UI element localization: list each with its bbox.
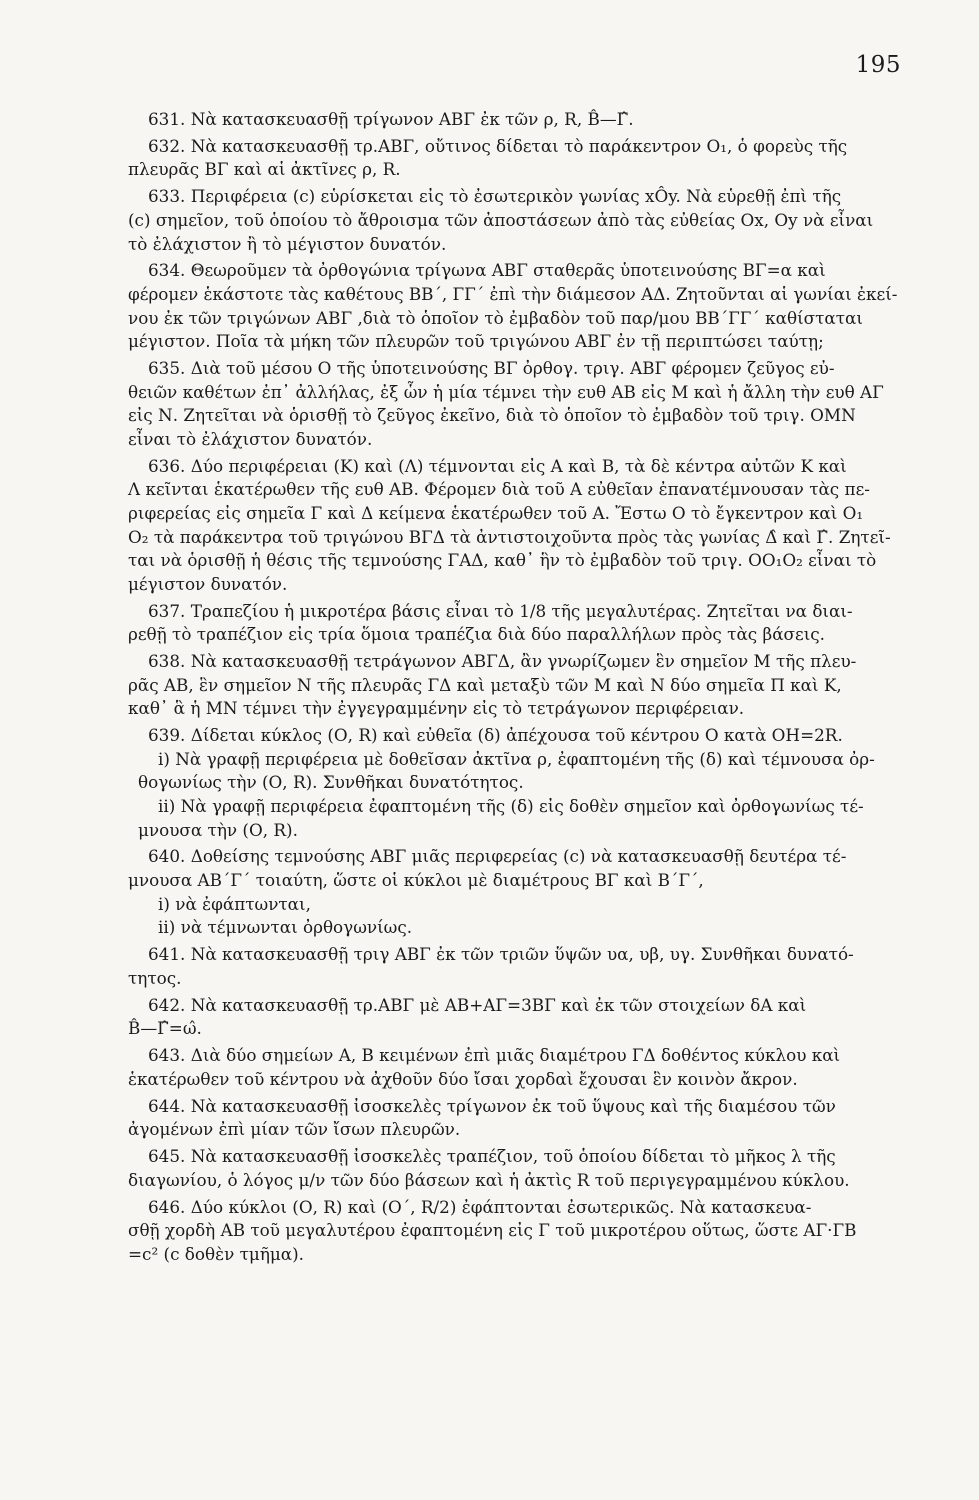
problem-line: μέγιστον δυνατόν.: [128, 573, 288, 594]
problem-line: B̂—Γ̂=ω̂.: [128, 1018, 202, 1039]
problem-line: ται νὰ ὁρισθῇ ἡ θέσις τῆς τεμνούσης ΓΑΔ, καθ᾿ ἣν τὸ ἐμβαδὸν τοῦ τριγ. ΟΟ₁Ο₂ εἶναι τὸ: [128, 550, 877, 571]
problem-list: [128, 108, 907, 1266]
problem-statement: 644. Νὰ κατασκευασθῇ ἰσοσκελὲς τρίγωνον ἐκ τοῦ ὕψους καὶ τῆς διαμέσου τῶν: [148, 1095, 836, 1116]
problem-statement: 632. Νὰ κατασκευασθῇ τρ.ΑΒΓ, οὔτινος δίδεται τὸ παράκεντρον Ο₁, ὁ φορεὺς τῆς: [148, 135, 848, 156]
problem-paragraph: [128, 845, 907, 939]
problem-statement: 642. Νὰ κατασκευασθῇ τρ.ΑΒΓ μὲ ΑΒ+ΑΓ=3ΒΓ καὶ ἐκ τῶν στοιχείων δΑ καὶ: [148, 994, 807, 1015]
problem-statement: 638. Νὰ κατασκευασθῇ τετράγωνον ΑΒΓΔ, ἂν γνωρίζωμεν ἓν σημεῖον Μ τῆς πλευ-: [148, 651, 857, 672]
problem-statement: 634. Θεωροῦμεν τὰ ὀρθογώνια τρίγωνα ΑΒΓ σταθερᾶς ὑποτεινούσης ΒΓ=α καὶ: [148, 260, 826, 281]
problem-line: μέγιστον. Ποῖα τὰ μήκη τῶν πλευρῶν τοῦ τριγώνου ΑΒΓ ἐν τῇ περιπτώσει ταύτῃ;: [128, 331, 824, 352]
problem-paragraph: [128, 135, 907, 182]
problem-statement: 645. Νὰ κατασκευασθῇ ἰσοσκελὲς τραπέζιον, τοῦ ὁποίου δίδεται τὸ μῆκος λ τῆς: [148, 1146, 836, 1167]
problem-line: τητος.: [128, 967, 182, 988]
problem-statement: 643. Διὰ δύο σημείων Α, Β κειμένων ἐπὶ μιᾶς διαμέτρου ΓΔ δοθέντος κύκλου καὶ: [148, 1045, 841, 1066]
problem-line: διαγωνίου, ὁ λόγος μ/ν τῶν δύο βάσεων καὶ ἡ ἀκτὶς R τοῦ περιγεγραμμένου κύκλου.: [128, 1169, 850, 1190]
sub-item-line: i) Νὰ γραφῇ περιφέρεια μὲ δοθεῖσαν ἀκτῖνα ρ, ἐφαπτομένη τῆς (δ) καὶ τέμνουσα ὀρ-: [158, 748, 875, 769]
problem-statement: 636. Δύο περιφέρειαι (Κ) καὶ (Λ) τέμνονται εἰς Α καὶ Β, τὰ δὲ κέντρα αὐτῶν Κ καὶ: [148, 455, 847, 476]
problem-paragraph: [128, 357, 907, 451]
problem-paragraph: [138, 108, 907, 132]
sub-item-line: i) νὰ ἐφάπτωνται,: [158, 893, 311, 914]
problem-line: εἶναι τὸ ἐλάχιστον δυνατόν.: [128, 428, 373, 449]
problem-paragraph: [128, 1145, 907, 1192]
problem-line: =c² (c δοθὲν τμῆμα).: [128, 1243, 305, 1264]
problem-line: εἰς Ν. Ζητεῖται νὰ ὁρισθῇ τὸ ζεῦγος ἐκεῖνο, διὰ τὸ ὁποῖον τὸ ἐμβαδὸν τοῦ τριγ. ΟΜΝ: [128, 405, 856, 426]
problem-paragraph: [128, 1044, 907, 1091]
sub-item-line: μνουσα τὴν (Ο, R).: [138, 819, 298, 840]
problem-statement: 646. Δύο κύκλοι (Ο, R) καὶ (Ο΄, R/2) ἐφάπτονται ἐσωτερικῶς. Νὰ κατασκευα-: [148, 1196, 812, 1217]
sub-item-line: ii) νὰ τέμνωνται ὀρθογωνίως.: [158, 917, 413, 938]
problem-paragraph: [128, 600, 907, 647]
problem-statement: 639. Δίδεται κύκλος (Ο, R) καὶ εὐθεῖα (δ) ἀπέχουσα τοῦ κέντρου Ο κατὰ ΟΗ=2R.: [148, 725, 843, 746]
problem-line: ρεθῇ τὸ τραπέζιον εἰς τρία ὅμοια τραπέζια διὰ δύο παραλλήλων πρὸς τὰς βάσεις.: [128, 624, 826, 645]
problem-line: καθ᾿ ἃ ἡ ΜΝ τέμνει τὴν ἐγγεγραμμένην εἰς τὸ τετράγωνον περιφέρειαν.: [128, 698, 745, 719]
problem-line: ρᾶς ΑΒ, ἓν σημεῖον Ν τῆς πλευρᾶς ΓΔ καὶ μεταξὺ τῶν Μ καὶ Ν δύο σημεῖα Π καὶ Κ,: [128, 674, 842, 695]
problem-paragraph: [128, 1196, 907, 1267]
problem-statement: 631. Νὰ κατασκευασθῇ τρίγωνον ΑΒΓ ἐκ τῶν ρ, R, B̂—Γ̂.: [148, 109, 634, 129]
problem-paragraph: [128, 455, 907, 597]
problem-line: ριφερείας εἰς σημεῖα Γ καὶ Δ κείμενα ἑκατέρωθεν τοῦ Α. Ἔστω Ο τὸ ἔγκεντρον καὶ Ο₁: [128, 502, 864, 523]
problem-line: ἑκατέρωθεν τοῦ κέντρου νὰ ἀχθοῦν δύο ἴσαι χορδαὶ ἔχουσαι ἓν κοινὸν ἄκρον.: [128, 1068, 798, 1089]
problem-line: πλευρᾶς ΒΓ καὶ αἱ ἀκτῖνες ρ, R.: [128, 159, 401, 180]
problem-line: Λ κεῖνται ἑκατέρωθεν τῆς ευθ ΑΒ. Φέρομεν διὰ τοῦ Α εὐθεῖαν ἐπανατέμνουσαν τὰς πε-: [128, 479, 870, 500]
problem-line: μνουσα ΑΒ΄Γ΄ τοιαύτη, ὥστε οἱ κύκλοι μὲ διαμέτρους ΒΓ καὶ Β΄Γ΄,: [128, 870, 704, 891]
sub-item-line: θογωνίως τὴν (Ο, R). Συνθῆκαι δυνατότητος.: [138, 772, 524, 793]
problem-statement: 635. Διὰ τοῦ μέσου Ο τῆς ὑποτεινούσης ΒΓ ὀρθογ. τριγ. ΑΒΓ φέρομεν ζεῦγος εὐ-: [148, 358, 835, 379]
problem-paragraph: [128, 1095, 907, 1142]
problem-statement: 640. Δοθείσης τεμνούσης ΑΒΓ μιᾶς περιφερείας (c) νὰ κατασκευασθῇ δευτέρα τέ-: [148, 846, 847, 867]
problem-line: τὸ ἐλάχιστον ἢ τὸ μέγιστον δυνατόν.: [128, 233, 447, 254]
page-number: 195: [855, 52, 901, 78]
problem-line: σθῇ χορδὴ ΑΒ τοῦ μεγαλυτέρου ἐφαπτομένη εἰς Γ τοῦ μικροτέρου οὕτως, ὥστε ΑΓ·ΓΒ: [128, 1220, 857, 1241]
problem-paragraph: [128, 943, 907, 990]
problem-paragraph: [128, 185, 907, 256]
problem-paragraph: [138, 724, 907, 842]
problem-paragraph: [128, 259, 907, 353]
problem-line: Ο₂ τὰ παράκεντρα τοῦ τριγώνου ΒΓΔ τὰ ἀντιστοιχοῦντα πρὸς τὰς γωνίας Δ̂ καὶ Γ̂. Ζητεῖ-: [128, 526, 891, 547]
problem-line: νου ἐκ τῶν τριγώνων ΑΒΓ ,διὰ τὸ ὁποῖον τὸ ἐμβαδὸν τοῦ παρ/μου ΒΒ΄ΓΓ΄ καθίσταται: [128, 307, 863, 328]
problem-line: ἀγομένων ἐπὶ μίαν τῶν ἴσων πλευρῶν.: [128, 1119, 461, 1140]
problem-statement: 637. Τραπεζίου ἡ μικροτέρα βάσις εἶναι τὸ 1/8 τῆς μεγαλυτέρας. Ζητεῖται να διαι-: [148, 600, 853, 621]
sub-item-line: ii) Νὰ γραφῇ περιφέρεια ἐφαπτομένη τῆς (δ) εἰς δοθὲν σημεῖον καὶ ὀρθογωνίως τέ-: [158, 796, 864, 816]
problem-line: (c) σημεῖον, τοῦ ὁποίου τὸ ἄθροισμα τῶν ἀποστάσεων ἀπὸ τὰς εὐθείας Ox, Oy νὰ εἶναι: [128, 209, 874, 230]
problem-statement: 641. Νὰ κατασκευασθῇ τριγ ΑΒΓ ἐκ τῶν τριῶν ὕψῶν υα, υβ, υγ. Συνθῆκαι δυνατό-: [148, 944, 854, 965]
problem-paragraph: [128, 994, 907, 1041]
problem-paragraph: [128, 650, 907, 721]
problem-line: φέρομεν ἑκάστοτε τὰς καθέτους ΒΒ΄, ΓΓ΄ ἐπὶ τὴν διάμεσον ΑΔ. Ζητοῦνται αἱ γωνίαι ἐκεί-: [128, 284, 898, 305]
problem-line: θειῶν καθέτων ἐπ᾿ ἀλλήλας, ἐξ ὧν ἡ μία τέμνει τὴν ευθ ΑΒ εἰς Μ καὶ ἡ ἄλλη τὴν ευθ ΑΓ: [128, 381, 884, 402]
problem-statement: 633. Περιφέρεια (c) εὑρίσκεται εἰς τὸ ἐσωτερικὸν γωνίας xÔy. Νὰ εὑρεθῇ ἐπὶ τῆς: [148, 186, 842, 207]
